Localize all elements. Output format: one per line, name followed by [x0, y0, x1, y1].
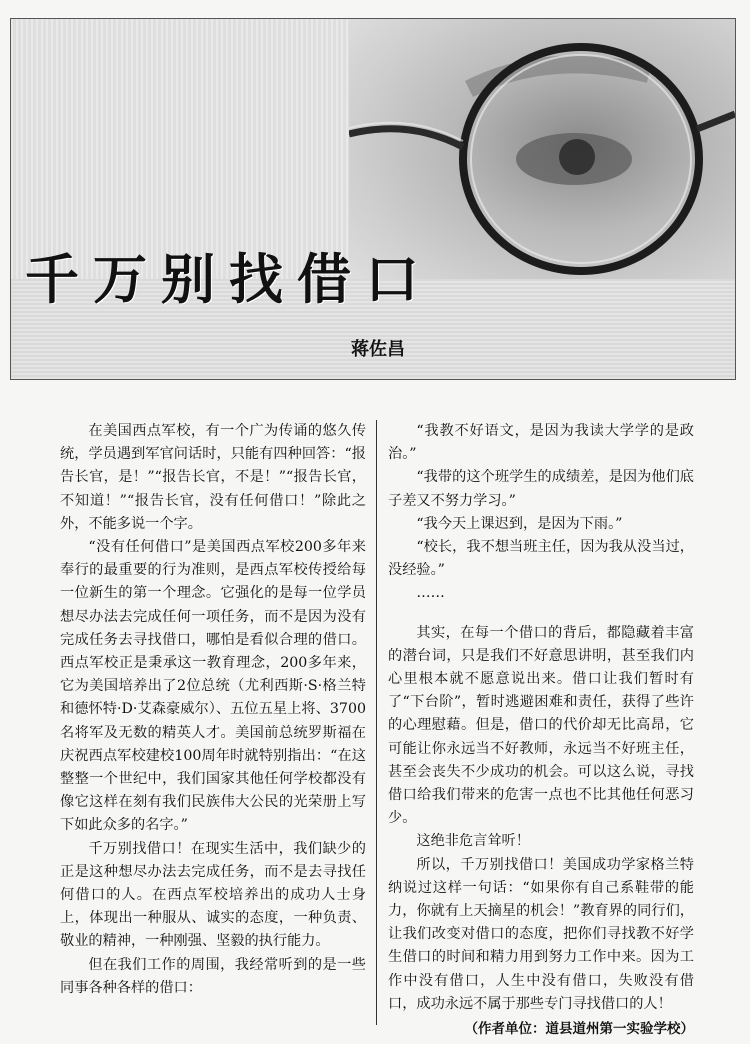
right-column: [388, 420, 694, 1041]
article-title: 千万别找借口: [25, 248, 433, 311]
paragraph: 其实，在每一个借口的背后，都隐藏着丰富的潜台词，只是我们不好意思讲明，甚至我们内心里根本就不愿意说出来。借口让我们暂时有了“下台阶”，暂时逃避困难和责任，获得了些许的心理慰藉。但是，借口的代价却无比高昂，它可能让你永远当不好教师，永远当不好班主任，甚至会丧失不少成功的机会。可以这么说，寻找借口给我们带来的危害一点也不比其他任何恶习少。: [388, 624, 694, 827]
paragraph: 但在我们工作的周围，我经常听到的是一些同事各种各样的借口：: [60, 956, 366, 996]
quote-line: “我教不好语文，是因为我读大学学的是政治。”: [388, 423, 694, 463]
author-name: 蒋佐昌: [351, 339, 405, 360]
paragraph: 在美国西点军校，有一个广为传诵的悠久传统，学员遇到军官问话时，只能有四种回答：“报告长官，是！”“报告长官，不是！”“报告长官，不知道！”“报告长官，没有任何借口！”除此之外，不能多说一个字。: [60, 423, 366, 532]
paragraph: 千万别找借口！在现实生活中，我们缺少的正是这种想尽办法去完成任务，而不是去寻找任何借口的人。在西点军校培养出的成功人士身上，体现出一种服从、诚实的态度，一种负责、敬业的精神，一种刚强、坚毅的执行能力。: [60, 840, 366, 950]
quote-line: “我今天上课迟到，是因为下雨。”: [416, 515, 623, 532]
author-affiliation: （作者单位：道县道州第一实验学校）: [464, 1021, 694, 1038]
quote-line: “校长，我不想当班主任，因为我从没当过，没经验。”: [388, 539, 694, 579]
quote-line: “我带的这个班学生的成绩差，是因为他们底子差又不努力学习。”: [388, 469, 694, 509]
paragraph: 所以，千万别找借口！美国成功学家格兰特纳说过这样一句话：“如果你有自己系鞋带的能力，你就有上天摘星的机会！”教育界的同行们，让我们改变对借口的态度，把你们寻找教不好学生借口的时间和精力用到努力工作中来。因为工作中没有借口，人生中没有借口，失败没有借口，成功永远不属于那些专门寻找借口的人！: [388, 856, 694, 1012]
header-banner: [10, 18, 736, 380]
paragraph: “没有任何借口”是美国西点军校200多年来奉行的最重要的行为准则，是西点军校传授给每一位新生的第一个理念。它强化的是每一位学员想尽办法去完成任何一项任务，而不是因为没有完成任务去寻找借口，哪怕是看似合理的借口。西点军校正是秉承这一教育理念，200多年来，它为美国培养出了2位总统（尤利西斯·S·格兰特和德怀特·D·艾森豪威尔）、五位五星上将、3700名将军及无数的精英人才。美国前总统罗斯福在庆祝西点军校建校100周年时就特别指出：“在这整整一个世纪中，我们国家其他任何学校都没有像它这样在刻有我们民族伟大公民的光荣册上写下如此众多的名字。”: [60, 539, 366, 834]
article-body: [60, 420, 700, 1038]
column-divider: [376, 420, 377, 1025]
left-column: [60, 420, 366, 1000]
ellipsis: ……: [416, 585, 445, 602]
paragraph: 这绝非危言耸听！: [416, 833, 530, 850]
